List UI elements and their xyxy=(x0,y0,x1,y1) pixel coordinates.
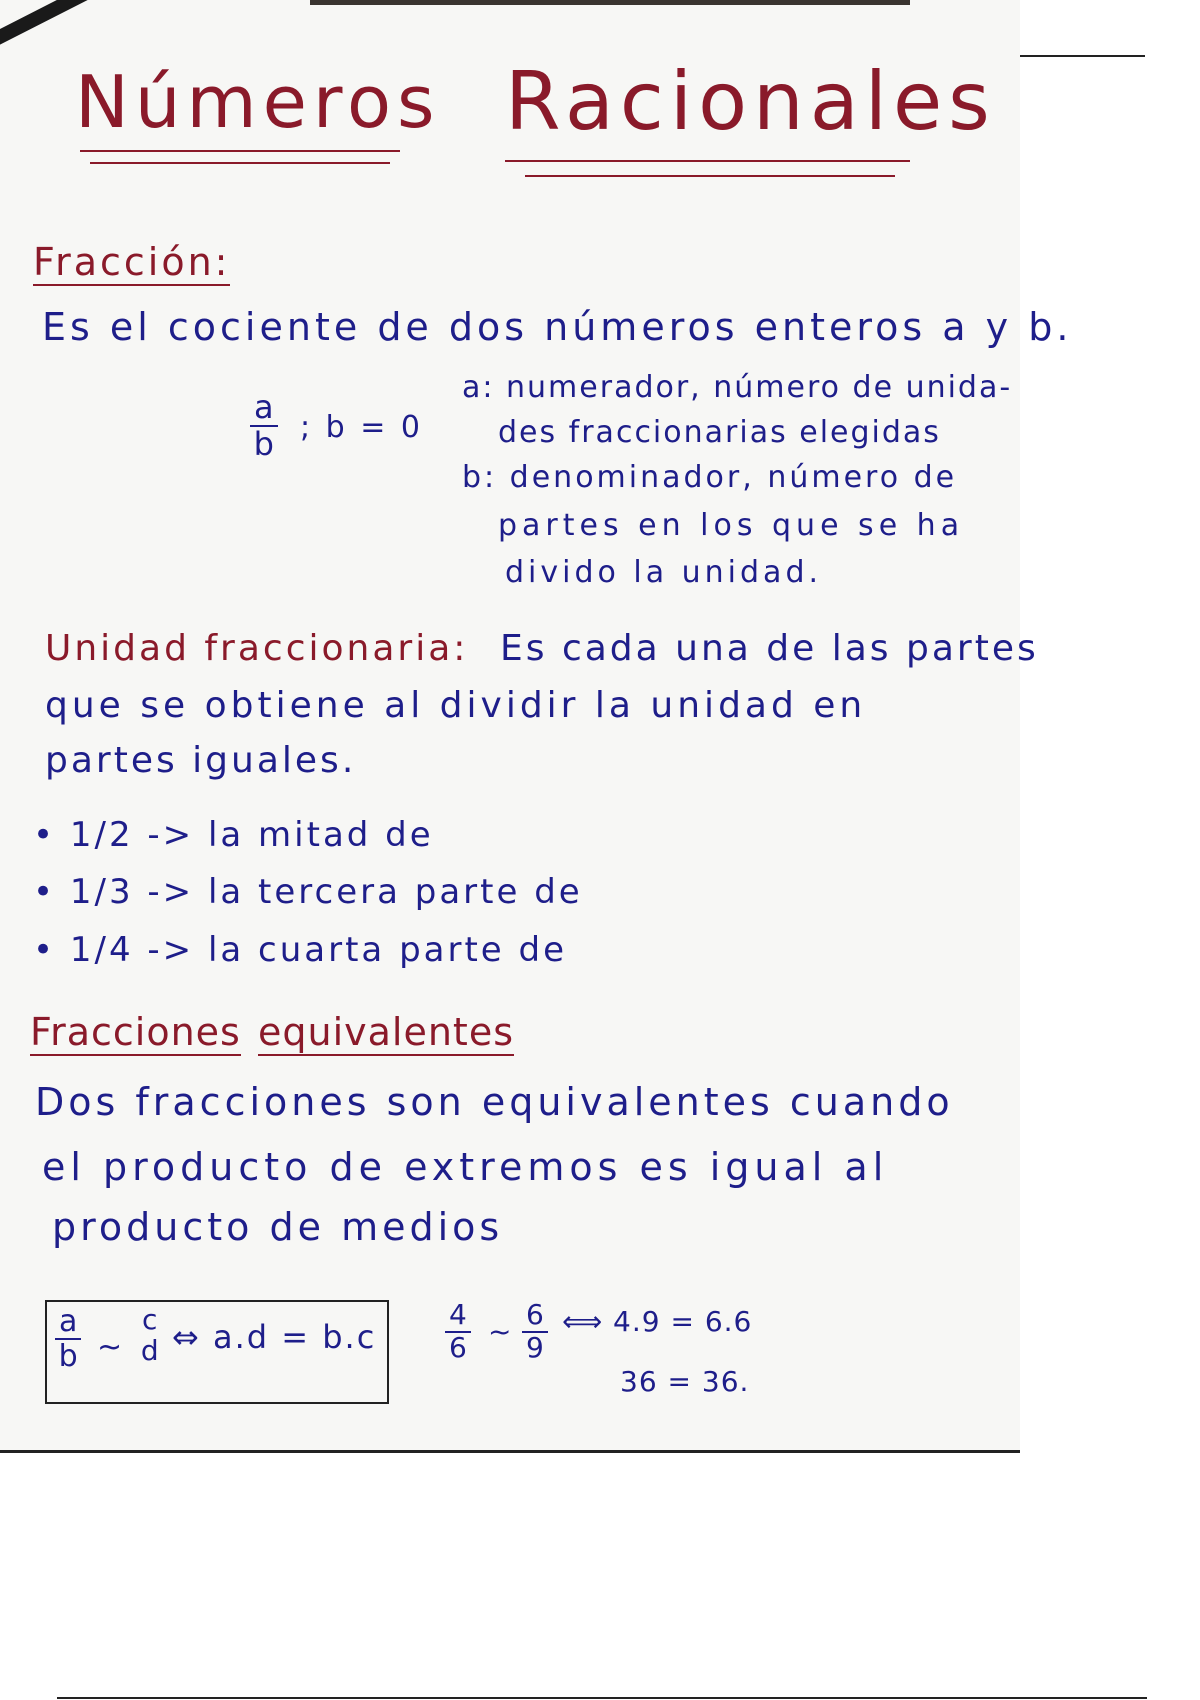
rule-fraction-ab xyxy=(55,1305,81,1373)
rule-numerator-a: a xyxy=(55,1305,81,1340)
top-edge-shadow xyxy=(310,0,910,5)
example-denominator-2: 9 xyxy=(526,1330,544,1364)
formula-numerator: a xyxy=(250,390,278,427)
heading-unidad-fraccionaria: Unidad fraccionaria: xyxy=(45,628,469,669)
title-underline-2a xyxy=(505,160,910,162)
equivalentes-text-line2: el producto de extremos es igual al xyxy=(42,1145,889,1189)
rule-denominator-b: b xyxy=(58,1339,78,1374)
bullet-item: • 1/3 -> la tercera parte de xyxy=(33,872,583,912)
unidad-text-line2: que se obtiene al dividir la unidad en xyxy=(45,685,867,726)
example-tilde: ~ xyxy=(488,1315,515,1348)
example-denominator-1: 6 xyxy=(449,1330,467,1364)
bullet-item: • 1/2 -> la mitad de xyxy=(33,815,434,855)
rule-numerator-c: c xyxy=(142,1303,158,1336)
b-description-line2: partes en los que se ha xyxy=(498,508,965,543)
fraccion-definition: Es el cociente de dos números enteros a y b. xyxy=(42,305,1073,349)
rule-denominator-d: d xyxy=(140,1333,159,1367)
example-result: 36 = 36. xyxy=(620,1365,750,1398)
margin-line-right xyxy=(1020,55,1145,57)
equivalentes-text-line1: Dos fracciones son equivalentes cuando xyxy=(35,1080,954,1124)
title-word-numeros: Números xyxy=(75,60,441,144)
example-fraction-1 xyxy=(445,1300,471,1364)
example-numerator-2: 6 xyxy=(522,1300,548,1333)
a-description-line1: a: numerador, número de unida- xyxy=(462,370,1013,405)
unidad-text-line3: partes iguales. xyxy=(45,740,357,781)
margin-line-bottom xyxy=(57,1697,1147,1699)
equivalentes-text-line3: producto de medios xyxy=(52,1205,504,1249)
heading-equivalentes: equivalentes xyxy=(258,1010,515,1054)
heading-fraccion: Fracción: xyxy=(33,240,231,284)
rule-equation: ⇔ a.d = b.c xyxy=(172,1318,377,1356)
formula-denominator: b xyxy=(253,425,274,464)
example-fraction-2 xyxy=(522,1300,548,1364)
bullet-item: • 1/4 -> la cuarta parte de xyxy=(33,930,568,970)
a-description-line2: des fraccionarias elegidas xyxy=(498,415,941,450)
rule-tilde: ~ xyxy=(97,1330,126,1365)
formula-condition: ; b = 0 xyxy=(300,410,423,445)
rule-fraction-cd xyxy=(138,1305,161,1367)
unidad-text-line1: Es cada una de las partes xyxy=(500,628,1039,669)
example-numerator-1: 4 xyxy=(445,1300,471,1333)
example-equation: ⟺ 4.9 = 6.6 xyxy=(562,1305,753,1338)
title-underline-2b xyxy=(525,175,895,177)
b-description-line1: b: denominador, número de xyxy=(462,460,958,495)
title-word-racionales: Racionales xyxy=(505,55,996,148)
title-underline-1a xyxy=(80,150,400,152)
heading-fracciones: Fracciones xyxy=(30,1010,241,1054)
title-underline-1b xyxy=(90,162,390,164)
formula-fraction xyxy=(250,390,278,462)
b-description-line3: divido la unidad. xyxy=(505,555,823,590)
